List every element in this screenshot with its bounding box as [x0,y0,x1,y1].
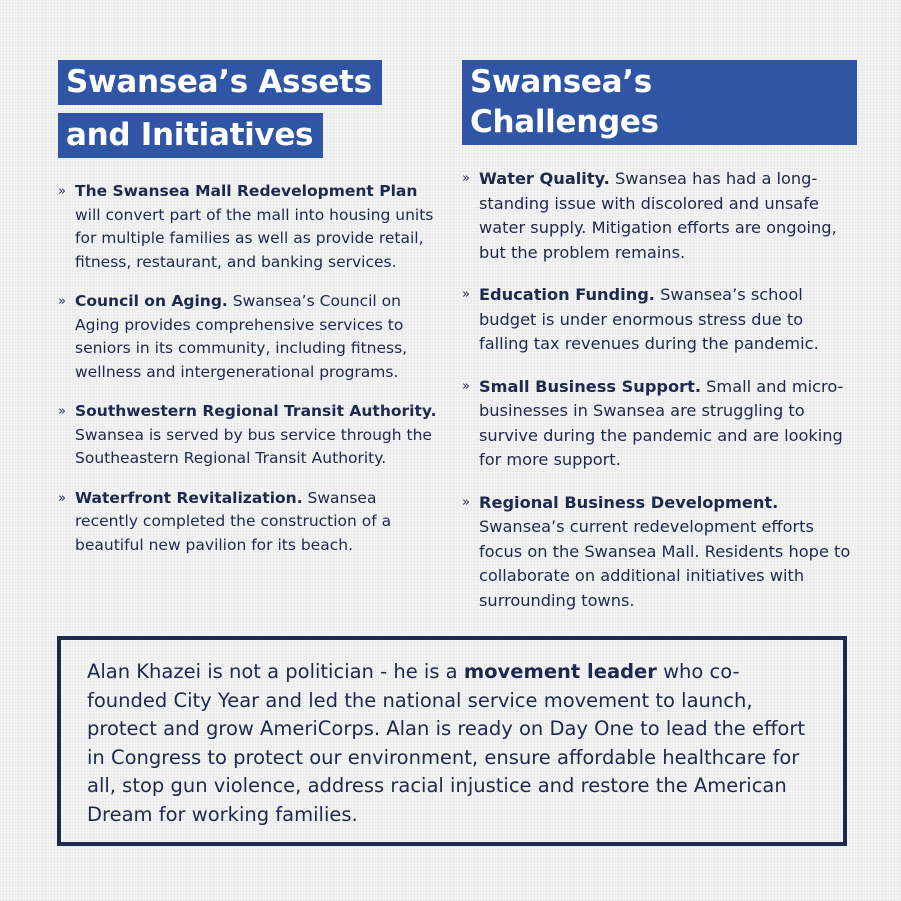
chevron-right-icon: » [58,184,66,199]
challenges-heading-line: Swansea’s Challenges [462,60,857,145]
item-text: will convert part of the mall into housing units for multiple families as well as provide retail, fitness, restaurant, and banking services. [75,205,434,271]
challenges-list [462,167,857,613]
list-item [58,400,438,471]
list-item [58,487,438,558]
item-text: Swansea is served by bus service through the Southeastern Regional Transit Authority. [75,425,432,467]
assets-section [58,60,438,573]
chevron-right-icon: » [58,490,66,506]
item-text: Swansea’s school budget is under enormous stress due to falling tax revenues during the pandemic. [479,285,819,353]
item-title: The Swansea Mall Redevelopment Plan [75,182,418,200]
chevron-right-icon: » [58,404,66,419]
chevron-right-icon: » [58,294,66,309]
chevron-right-icon: » [462,378,470,394]
item-text: Swansea’s current redevelopment efforts focus on the Swansea Mall. Residents hope to collaborate on additional initiatives with surrounding towns. [479,517,851,610]
assets-heading [58,60,438,166]
item-title: Waterfront Revitalization. [75,488,303,507]
item-text: Small and micro-businesses in Swansea are struggling to survive during the pandemic and are looking for more support. [479,376,844,469]
candidate-statement-box [57,636,847,846]
challenges-heading [462,60,857,153]
item-text: Swansea’s Council on Aging provides comprehensive services to seniors in its community, including fitness, wellness and intergenerational programs. [75,292,408,381]
item-title: Regional Business Development. [479,492,779,512]
list-item [58,180,438,274]
statement-text-before: Alan Khazei is not a politician - he is a [87,660,464,683]
statement-emphasis: movement leader [463,660,657,683]
item-title: Southwestern Regional Transit Authority. [75,402,437,420]
statement-text-after: who co-founded City Year and led the national service movement to launch, protect and grow AmeriCorps. Alan is ready on Day One to lead the effort in Congress to protect our environment, ensure affordable healthcare for all, stop gun violence, address racial injustice and restore the American Dream for working families. [87,660,806,826]
item-title: Small Business Support. [479,376,701,396]
item-title: Council on Aging. [75,292,228,310]
list-item [462,167,857,265]
list-item [58,290,438,384]
chevron-right-icon: » [462,287,470,302]
assets-list [58,180,438,557]
item-text: Swansea has had a long-standing issue with discolored and unsafe water supply. Mitigation efforts are ongoing, but the problem remains. [479,169,837,262]
item-title: Water Quality. [479,169,610,188]
assets-heading-line-1: Swansea’s Assets [58,60,382,105]
chevron-right-icon: » [462,494,470,510]
challenges-section [462,60,857,631]
list-item [462,491,857,614]
list-item [462,283,857,357]
chevron-right-icon: » [462,171,470,186]
item-title: Education Funding. [479,285,655,304]
item-text: Swansea recently completed the construction of a beautiful new pavilion for its beach. [75,488,392,554]
list-item [462,375,857,473]
assets-heading-line-2: and Initiatives [58,113,323,158]
